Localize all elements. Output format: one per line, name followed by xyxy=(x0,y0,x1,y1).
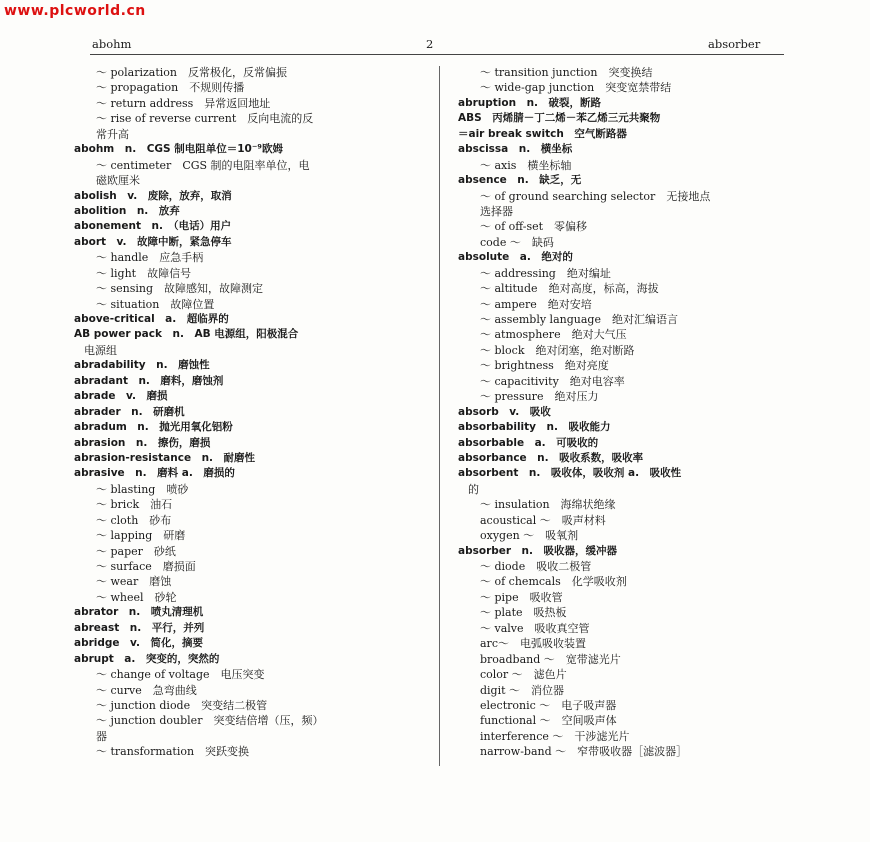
dictionary-subentry: interference ～ 干涉滤光片 xyxy=(480,729,630,743)
dictionary-subentry: ～ wear 磨蚀 xyxy=(96,575,172,589)
dictionary-entry: abradability n. 磨蚀性 xyxy=(74,359,210,372)
dictionary-subentry: ～ brick 油石 xyxy=(96,498,173,512)
dictionary-entry: abrator n. 喷丸清理机 xyxy=(74,606,204,619)
dictionary-subentry: ～ change of voltage 电压突变 xyxy=(96,668,265,682)
page-number: 2 xyxy=(426,37,434,51)
dictionary-entry: abreast n. 平行，并列 xyxy=(74,621,205,634)
dictionary-subentry: ～ plate 吸热板 xyxy=(480,606,567,620)
dictionary-subentry: ～ ampere 绝对安培 xyxy=(480,297,592,311)
dictionary-entry: abrade v. 磨损 xyxy=(74,390,168,403)
dictionary-subentry: ～ capacitivity 绝对电容率 xyxy=(480,374,625,388)
dictionary-subentry: functional ～ 空间吸声体 xyxy=(480,714,617,728)
dictionary-entry: abradant n. 磨料，磨蚀剂 xyxy=(74,374,224,387)
header-rule xyxy=(90,54,784,55)
dictionary-subentry: ～ of ground searching selector 无接地点 xyxy=(480,189,711,203)
left-column xyxy=(74,65,404,760)
dictionary-entry: abohm n. CGS 制电阻单位＝10⁻⁹欧姆 xyxy=(74,143,283,156)
dictionary-subentry: ～ wheel 砂轮 xyxy=(96,590,177,604)
dictionary-subentry: ～ cloth 砂布 xyxy=(96,513,172,527)
dictionary-subentry: ～ sensing 故障感知，故障测定 xyxy=(96,282,264,296)
dictionary-subentry: ～ diode 吸收二极管 xyxy=(480,560,592,573)
dictionary-subentry: ～ addressing 绝对编址 xyxy=(480,266,611,280)
dictionary-subentry: ～ return address 异常返回地址 xyxy=(96,96,271,110)
dictionary-subentry: ～ of off-set 零偏移 xyxy=(480,220,588,234)
dictionary-subentry: ～ lapping 研磨 xyxy=(96,529,186,543)
dictionary-entry: absorbable a. 可吸收的 xyxy=(458,436,599,449)
dictionary-subentry: ～ paper 砂纸 xyxy=(96,544,176,558)
dictionary-entry: abradum n. 抛光用氧化铝粉 xyxy=(74,421,233,434)
dictionary-entry: abolition n. 放弃 xyxy=(74,204,180,217)
dictionary-subentry: ～ valve 吸收真空管 xyxy=(480,621,590,635)
dictionary-subentry: oxygen ～ 吸氧剂 xyxy=(480,529,579,543)
dictionary-subentry: ～ situation 故障位置 xyxy=(96,297,215,311)
dictionary-subentry: arc～ 电弧吸收装置 xyxy=(480,637,586,651)
dictionary-entry: absorbance n. 吸收系数，吸收率 xyxy=(458,451,644,464)
dictionary-subentry: ～ light 故障信号 xyxy=(96,266,192,280)
dictionary-subentry: 的 xyxy=(468,482,479,496)
dictionary-entry: abolish v. 废除，放弃，取消 xyxy=(74,189,232,202)
header-guide-word-left: abohm xyxy=(92,37,132,51)
dictionary-entry: AB power pack n. AB 电源组，阳极混合 xyxy=(74,328,299,341)
dictionary-entry: abort v. 故障中断，紧急停车 xyxy=(74,235,232,248)
dictionary-subentry: ～ wide-gap junction 突变宽禁带结 xyxy=(480,81,672,95)
dictionary-subentry: ～ curve 急弯曲线 xyxy=(96,683,197,697)
dictionary-subentry: narrow-band ～ 窄带吸收器［滤波器］ xyxy=(480,745,688,759)
dictionary-subentry: ～ of chemcals 化学吸收剂 xyxy=(480,575,627,589)
dictionary-subentry: ～ assembly language 绝对汇编语言 xyxy=(480,313,678,326)
dictionary-subentry: ～ insulation 海绵状绝缘 xyxy=(480,498,616,512)
header-guide-word-right: absorber xyxy=(708,37,761,51)
dictionary-subentry: 电源组 xyxy=(84,343,117,357)
dictionary-subentry: ～ altitude 绝对高度，标高，海拔 xyxy=(480,282,659,296)
dictionary-subentry: ～ junction doubler 突变结倍增（压，频） xyxy=(96,714,324,728)
dictionary-entry: abonement n. （电话）用户 xyxy=(74,220,232,233)
dictionary-entry: ＝air break switch 空气断路器 xyxy=(458,127,627,140)
dictionary-entry: abrasive n. 磨料 a. 磨损的 xyxy=(74,467,235,480)
dictionary-subentry: 常升高 xyxy=(96,127,129,141)
dictionary-subentry: 磁欧厘米 xyxy=(96,174,140,188)
dictionary-entry: absorb v. 吸收 xyxy=(458,405,551,418)
column-divider xyxy=(439,66,440,766)
dictionary-subentry: color ～ 滤色片 xyxy=(480,668,567,682)
dictionary-subentry: ～ pressure 绝对压力 xyxy=(480,390,599,404)
right-column xyxy=(458,65,788,760)
dictionary-subentry: broadband ～ 宽带滤光片 xyxy=(480,652,621,666)
dictionary-subentry: ～ handle 应急手柄 xyxy=(96,251,204,265)
dictionary-subentry: digit ～ 消位器 xyxy=(480,683,565,697)
dictionary-subentry: electronic ～ 电子吸声器 xyxy=(480,698,617,712)
dictionary-subentry: acoustical ～ 吸声材料 xyxy=(480,513,606,527)
dictionary-entry: absorbent n. 吸收体，吸收剂 a. 吸收性 xyxy=(458,467,682,480)
dictionary-subentry: ～ atmosphere 绝对大气压 xyxy=(480,328,627,342)
dictionary-entry: absence n. 缺乏，无 xyxy=(458,174,582,187)
dictionary-subentry: 器 xyxy=(96,729,107,743)
dictionary-entry: abridge v. 简化，摘要 xyxy=(74,637,204,650)
dictionary-subentry: ～ block 绝对闭塞，绝对断路 xyxy=(480,343,635,357)
dictionary-subentry: ～ centimeter CGS 制的电阻率单位，电 xyxy=(96,158,310,172)
dictionary-subentry: ～ transformation 突跃变换 xyxy=(96,745,250,759)
dictionary-subentry: ～ surface 磨损面 xyxy=(96,560,196,573)
dictionary-entry: abrasion n. 擦伤，磨损 xyxy=(74,436,211,449)
watermark-url: www.plcworld.cn xyxy=(4,3,146,19)
dictionary-entry: abrader n. 研磨机 xyxy=(74,405,185,418)
dictionary-subentry: ～ rise of reverse current 反向电流的反 xyxy=(96,112,314,126)
dictionary-entry: ABS 丙烯腈－丁二烯－苯乙烯三元共聚物 xyxy=(458,112,661,125)
dictionary-subentry: ～ pipe 吸收管 xyxy=(480,590,563,604)
dictionary-entry: absorbability n. 吸收能力 xyxy=(458,421,611,434)
dictionary-subentry: ～ transition junction 突变换结 xyxy=(480,66,653,79)
dictionary-subentry: ～ propagation 不规则传播 xyxy=(96,81,245,95)
dictionary-subentry: ～ junction diode 突变结二极管 xyxy=(96,698,268,712)
dictionary-entry: abrasion-resistance n. 耐磨性 xyxy=(74,451,256,464)
dictionary-entry: abruption n. 破裂，断路 xyxy=(458,96,602,109)
dictionary-entry: abscissa n. 横坐标 xyxy=(458,143,573,156)
dictionary-entry: absorber n. 吸收器，缓冲器 xyxy=(458,544,618,557)
dictionary-entry: abrupt a. 突变的，突然的 xyxy=(74,652,220,665)
dictionary-subentry: ～ brightness 绝对亮度 xyxy=(480,359,609,373)
dictionary-subentry: ～ axis 横坐标轴 xyxy=(480,158,572,172)
dictionary-subentry: ～ polarization 反常极化，反常偏振 xyxy=(96,66,288,79)
dictionary-subentry: 选择器 xyxy=(480,204,513,218)
dictionary-entry: absolute a. 绝对的 xyxy=(458,251,573,264)
dictionary-subentry: ～ blasting 喷砂 xyxy=(96,482,189,496)
dictionary-entry: above-critical a. 超临界的 xyxy=(74,313,229,325)
dictionary-subentry: code ～ 缺码 xyxy=(480,235,554,249)
